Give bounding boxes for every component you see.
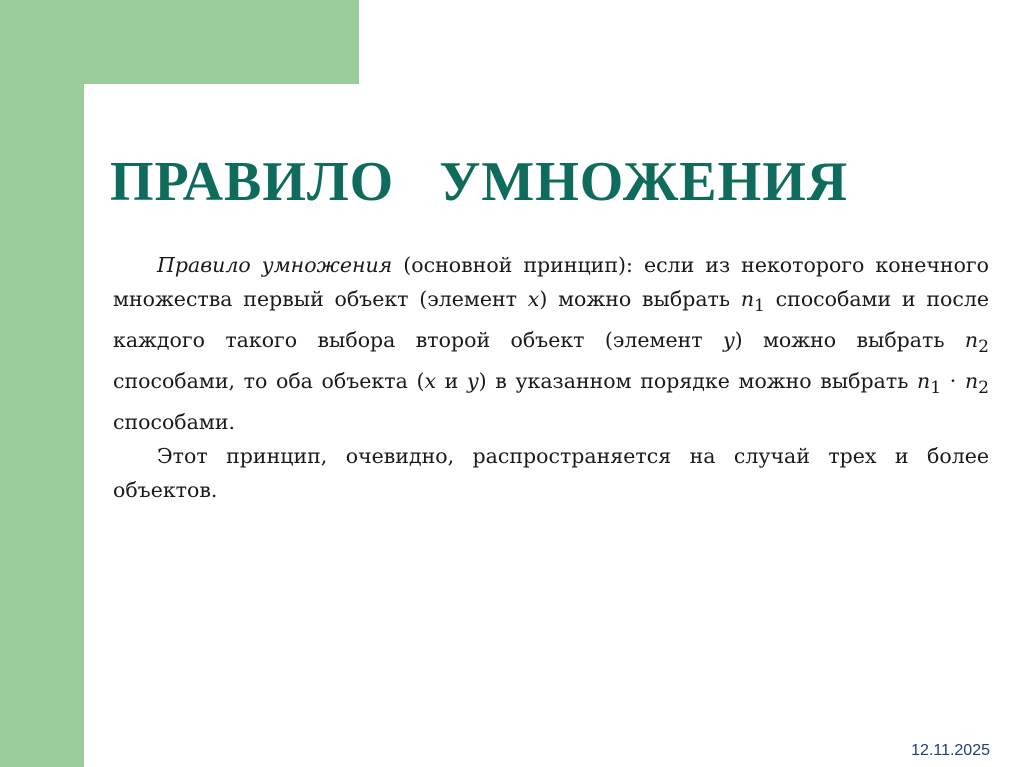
text-segment: (основной принцип): если из некоторого конечного множества первый объект (элемент xyxy=(113,253,989,311)
math-subscript: 2 xyxy=(978,378,990,399)
math-subscript: 1 xyxy=(754,296,765,317)
slide-body xyxy=(113,248,989,507)
math-dot: · xyxy=(941,369,965,394)
math-subscript: 2 xyxy=(978,337,989,358)
math-var: n xyxy=(917,369,931,394)
text-segment: ) можно выбрать xyxy=(734,328,965,353)
paragraph-extension: Этот принцип, очевидно, распространяется на случай трех и более объектов. xyxy=(113,444,989,503)
text-segment: способами и после каждого такого выбора второй объект (элемент xyxy=(113,287,989,353)
text-segment: способами, то оба объекта ( xyxy=(113,369,425,394)
slide-title: ПРАВИЛО УМНОЖЕНИЯ xyxy=(110,151,849,213)
slide-date: 12.11.2025 xyxy=(911,742,990,759)
text-segment: способами. xyxy=(113,410,235,435)
text-segment: ) в указанном порядке можно выбрать xyxy=(478,369,918,394)
math-var: x xyxy=(424,369,437,394)
text-segment: ) можно выбрать xyxy=(539,287,741,311)
math-var: y xyxy=(467,369,479,394)
math-var: y xyxy=(722,328,735,353)
math-var: n xyxy=(964,369,979,394)
green-side-band xyxy=(0,0,84,767)
term-rule: Правило умножения xyxy=(157,253,393,277)
math-subscript: 1 xyxy=(930,378,942,399)
text-segment: и xyxy=(436,369,467,394)
math-var: n xyxy=(964,328,979,353)
math-var: x xyxy=(527,287,540,311)
math-var: n xyxy=(740,287,755,311)
paragraph-rule xyxy=(113,248,989,439)
